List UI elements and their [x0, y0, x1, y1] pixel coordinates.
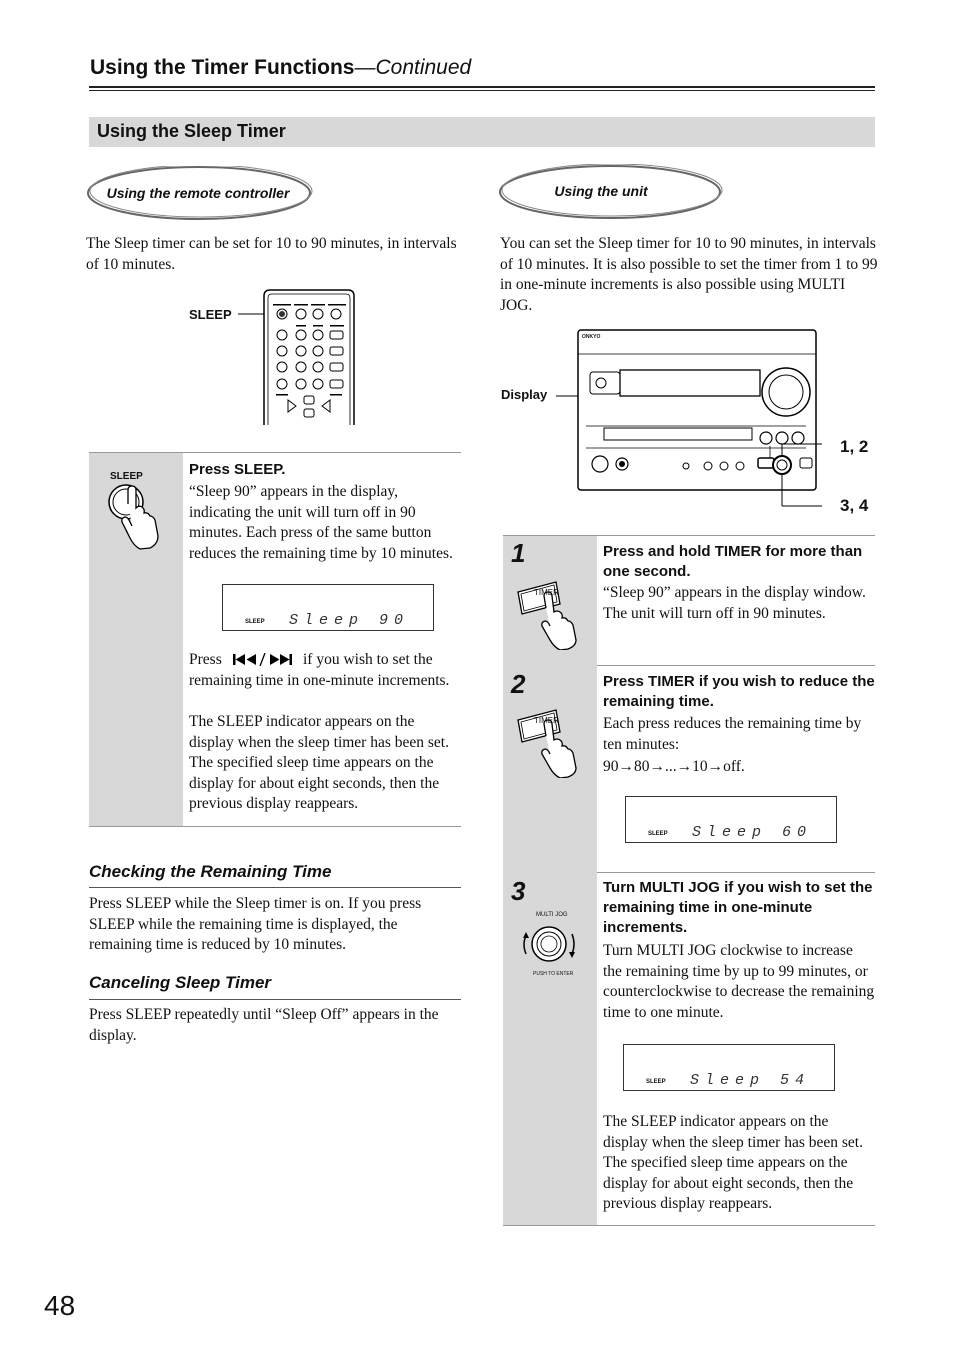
header-continued: —Continued — [354, 56, 472, 79]
sleep-button-press-icon — [106, 482, 166, 552]
header-rule — [89, 86, 875, 88]
left-step-press-word: Press — [189, 651, 222, 668]
multi-jog-dial-icon — [518, 918, 580, 970]
canceling-rule — [89, 999, 461, 1000]
remote-sleep-label: SLEEP — [189, 307, 232, 322]
lcd-display-sleep-90 — [222, 584, 434, 631]
step-3-text2: The SLEEP indicator appears on the display when the sleep timer has been set. The specified sleep time appears on the display for about eight seconds, then the previous display reappears. — [603, 1113, 863, 1212]
left-step-text1: “Sleep 90” appears in the display, indicating the unit will turn off in 90 minutes. Each press of the same button reduces the remaining time by 10 minutes. — [189, 483, 453, 562]
stereo-unit-illustration — [556, 326, 822, 512]
lcd-sleep-text-3: Sleep 54 — [690, 1072, 811, 1089]
checking-text: Press SLEEP while the Sleep timer is on. If you press SLEEP while the remaining time is displayed, the remaining time is reduced by 10 minutes. — [89, 895, 422, 953]
sleep-button-label: SLEEP — [110, 471, 143, 482]
lcd-display-sleep-54 — [623, 1044, 835, 1091]
step-2-sequence: 90→80→...→10→off. — [603, 758, 745, 775]
multi-jog-label: MULTI JOG — [536, 912, 568, 918]
canceling-heading: Canceling Sleep Timer — [89, 973, 272, 992]
lcd-sleep-indicator-3: SLEEP — [646, 1079, 666, 1085]
unit-pill-label: Using the unit — [554, 183, 648, 199]
lcd-sleep-text: Sleep 90 — [289, 612, 410, 629]
lcd-sleep-text-2: Sleep 60 — [692, 824, 813, 841]
right-intro: You can set the Sleep timer for 10 to 90 minutes, in intervals of 10 minutes. It is also possible to set the timer from 1 to 99 in one-minute increments is also possible using MULTI JOG. — [500, 235, 878, 314]
step-2-text: Each press reduces the remaining time by ten minutes: — [603, 715, 862, 753]
step-1-text: “Sleep 90” appears in the display window. The unit will turn off in 90 minutes. — [603, 584, 866, 622]
step-3-text: Turn MULTI JOG clockwise to increase the remaining time by up to 99 minutes, or counterclockwise to decrease the remaining time to one minute. — [603, 942, 875, 1021]
push-to-enter-label: PUSH TO ENTER — [533, 971, 574, 977]
header-rule-thin — [89, 90, 875, 91]
page-number: 48 — [44, 1290, 76, 1321]
header-title-text: Using the Timer Functions — [90, 56, 355, 79]
timer-button-label-1: TIMER — [534, 588, 559, 597]
lcd-sleep-indicator-2: SLEEP — [648, 831, 668, 837]
step-1-title: Press and hold TIMER for more than one second. — [603, 543, 863, 580]
brand-logo: ONKYO — [582, 334, 601, 340]
timer-button-label-2: TIMER — [534, 716, 559, 725]
section-title-bar — [89, 117, 875, 147]
section-title: Using the Sleep Timer — [97, 121, 286, 141]
step-2-title: Press TIMER if you wish to reduce the remaining time. — [603, 673, 875, 710]
callout-steps-1-2: 1, 2 — [840, 437, 869, 456]
left-step-text3: The SLEEP indicator appears on the display when the sleep timer has been set. The specified sleep time appears on the display for about eight seconds, then the previous display reappears. — [189, 713, 449, 812]
remote-control-illustration — [238, 288, 358, 426]
page-header-title — [90, 56, 471, 80]
step-2-number: 2 — [511, 669, 526, 699]
step-3-number: 3 — [511, 876, 526, 906]
step-3-title: Turn MULTI JOG if you wish to set the remaining time in one-minute increments. — [603, 879, 873, 936]
checking-rule — [89, 887, 461, 888]
left-step-title: Press SLEEP. — [189, 461, 286, 478]
canceling-text: Press SLEEP repeatedly until “Sleep Off” appears in the display. — [89, 1006, 439, 1044]
remote-pill-label: Using the remote controller — [106, 185, 290, 201]
display-label: Display — [501, 387, 548, 402]
left-step-text2: if you wish to set the remaining time in one-minute increments. — [189, 651, 450, 689]
lcd-sleep-indicator: SLEEP — [245, 619, 265, 625]
step-1-number: 1 — [511, 538, 526, 568]
checking-heading: Checking the Remaining Time — [89, 862, 332, 881]
callout-steps-3-4: 3, 4 — [840, 496, 869, 515]
lcd-display-sleep-60 — [625, 796, 837, 843]
left-intro: The Sleep timer can be set for 10 to 90 minutes, in intervals of 10 minutes. — [86, 235, 457, 273]
